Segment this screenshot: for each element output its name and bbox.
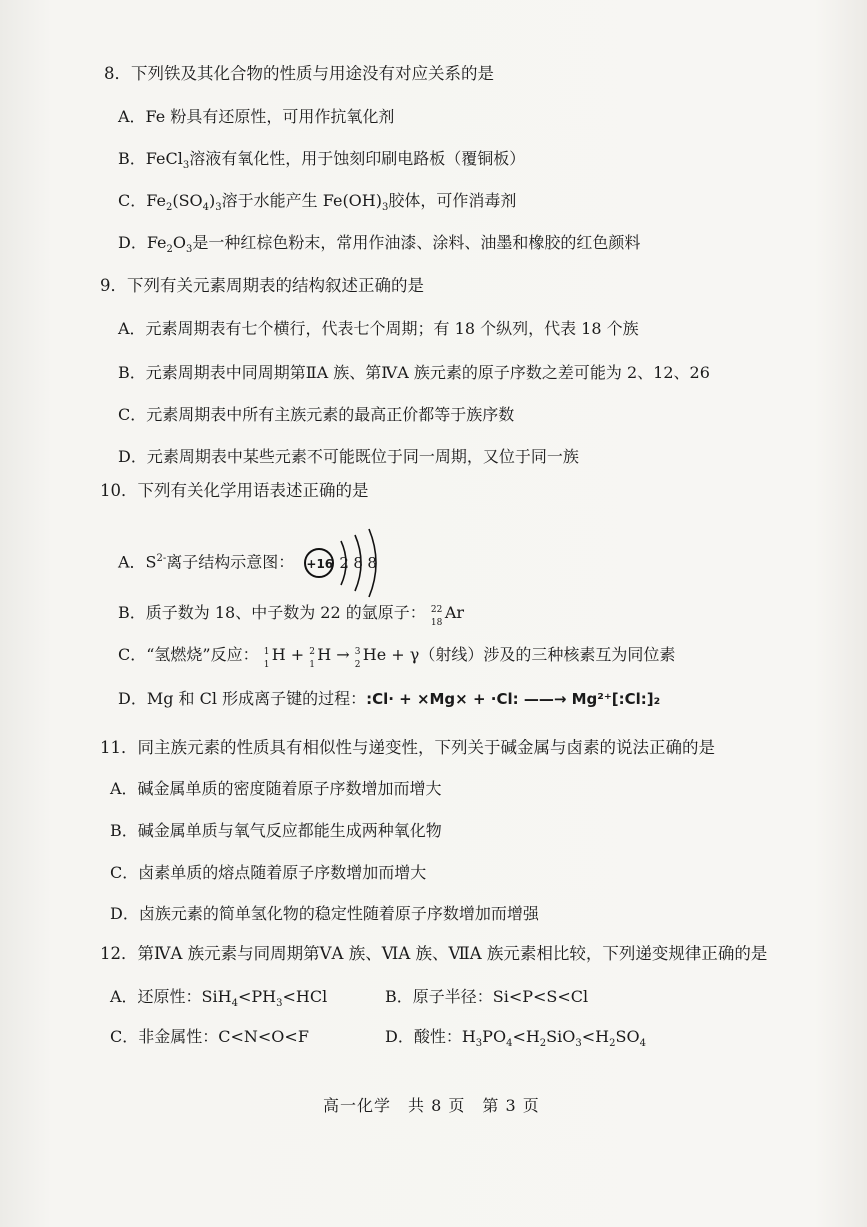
ionic-bond-formation-formula: :Cl· + ×Mg× + ·Cl: ——→ Mg²⁺[:Cl:]₂ [366, 690, 661, 708]
argon-nuclide-notation: 22 18 [430, 604, 443, 628]
sulfide-ion-structure-diagram [303, 541, 413, 585]
shell-1-count: 2 [339, 554, 349, 572]
q12-option-c: C．非金属性：C<N<O<F [110, 1027, 309, 1046]
q8-option-b: B．FeCl$_3$溶液有氧化性，用于蚀刻印刷电路板（覆铜板） [118, 149, 526, 172]
q10-option-d: D．Mg 和 Cl 形成离子键的过程：:Cl· + ×Mg× + ·Cl: ——→ Mg²⁺[:Cl:]₂ [118, 689, 661, 708]
q9-option-c: C．元素周期表中所有主族元素的最高正价都等于族序数 [118, 405, 515, 424]
q9-stem: 9．下列有关元素周期表的结构叙述正确的是 [100, 276, 424, 295]
q9-option-a: A．元素周期表有七个横行，代表七个周期；有 18 个纵列，代表 18 个族 [118, 319, 639, 338]
q11-option-c: C．卤素单质的熔点随着原子序数增加而增大 [110, 863, 427, 882]
q12-option-a: A．还原性：$SiH_4<PH_3<HCl$ [110, 987, 328, 1010]
q10-option-a: A．$S^{2-}$离子结构示意图： +16 2 8 8 [118, 541, 413, 585]
nucleus-charge: +16 [306, 557, 334, 571]
q11-option-d: D．卤族元素的简单氢化物的稳定性随着原子序数增加而增强 [110, 904, 539, 923]
q12-option-b: B．原子半径：Si<P<S<Cl [385, 987, 589, 1006]
q8-option-c: C．$Fe_2(SO_4)_3$溶于水能产生 $Fe(OH)_3$胶体，可作消毒剂 [118, 191, 517, 214]
q9-option-d: D．元素周期表中某些元素不可能既位于同一周期，又位于同一族 [118, 447, 579, 466]
q8-stem: 8．下列铁及其化合物的性质与用途没有对应关系的是 [104, 64, 494, 83]
q8-option-a: A．Fe 粉具有还原性，可用作抗氧化剂 [118, 107, 395, 126]
q10-option-c: C．“氢燃烧”反应： 1 1 H + 2 1 H → 3 2 He + γ（射线）涉及的三种核素互为同位素 [118, 645, 676, 670]
q10-option-b: B．质子数为 18、中子数为 22 的氩原子： 22 18 Ar [118, 603, 465, 628]
shell-3-count: 8 [367, 554, 377, 572]
q11-option-b: B．碱金属单质与氧气反应都能生成两种氧化物 [110, 821, 442, 840]
q11-option-a: A．碱金属单质的密度随着原子序数增加而增大 [110, 779, 442, 798]
q12-option-d: D．酸性：$H_3PO_4<H_2SiO_3<H_2SO_4$ [385, 1027, 646, 1050]
q10-stem: 10．下列有关化学用语表述正确的是 [100, 481, 369, 500]
q11-stem: 11．同主族元素的性质具有相似性与递变性，下列关于碱金属与卤素的说法正确的是 [100, 738, 715, 757]
shell-2-count: 8 [353, 554, 363, 572]
q9-option-b: B．元素周期表中同周期第ⅡA 族、第ⅣA 族元素的原子序数之差可能为 2、12、26 [118, 363, 710, 382]
q8-option-d: D．$Fe_2O_3$是一种红棕色粉末，常用作油漆、涂料、油墨和橡胶的红色颜料 [118, 233, 641, 256]
page-footer: 高一化学 共 8 页 第 3 页 [323, 1096, 540, 1115]
q12-stem: 12．第ⅣA 族元素与同周期第ⅤA 族、ⅥA 族、ⅦA 族元素相比较，下列递变规律正确的是 [100, 944, 768, 963]
